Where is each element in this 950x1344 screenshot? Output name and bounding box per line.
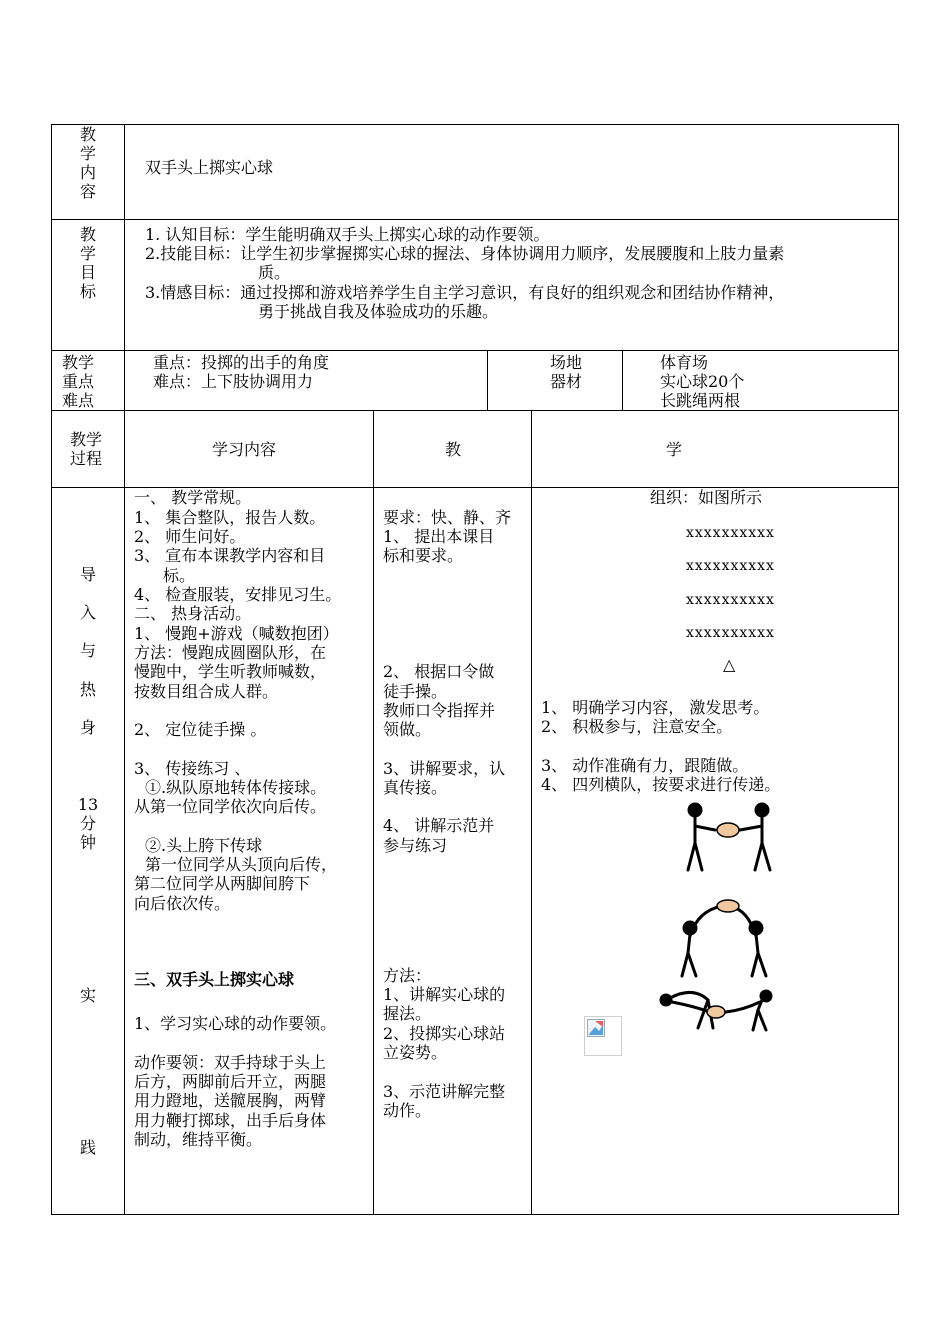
content-line: 第二位同学从两脚间胯下 — [134, 874, 311, 893]
formation-row: xxxxxxxxxx — [686, 592, 775, 608]
label-char: 教 — [79, 125, 96, 144]
teach-line: 2、投掷实心球站 — [383, 1024, 506, 1043]
row-divider — [51, 350, 899, 351]
label-line: 教学 — [62, 353, 95, 372]
goal-line-1: 1. 认知目标：学生能明确双手头上掷实心球的动作要领。 — [145, 225, 550, 244]
content-line: 4、 检查服装，安排见习生。 — [134, 585, 342, 604]
teach-learn-divider — [531, 410, 532, 1215]
label-line: 器材 — [550, 372, 583, 391]
lesson-content-text: 双手头上掷实心球 — [145, 158, 274, 177]
table-border-left — [51, 124, 52, 1215]
label-line: 难点 — [62, 391, 95, 410]
stage-char: 分 — [79, 814, 96, 833]
row-divider — [51, 219, 899, 220]
teach-line: 标和要求。 — [383, 546, 464, 565]
content-line: 向后依次传。 — [134, 894, 231, 913]
label-char: 教 — [79, 225, 96, 244]
content-line: 用力鞭打掷球，出手后身体 — [134, 1111, 327, 1130]
content-line: 2、 师生问好。 — [134, 527, 246, 546]
label-column-divider — [124, 124, 125, 1215]
venue-line: 体育场 — [660, 353, 709, 372]
content-line: 方法：慢跑成圆圈队形，在 — [134, 643, 327, 662]
broken-image-icon — [584, 1016, 622, 1056]
content-line: 制动，维持平衡。 — [134, 1130, 263, 1149]
column-header-teach: 教 — [445, 440, 462, 459]
teach-line: 要求：快、静、齐 — [383, 508, 512, 527]
label-char: 目 — [79, 263, 96, 282]
label-line: 场地 — [550, 353, 583, 372]
stage-char: 入 — [79, 603, 96, 622]
content-line: 2、 定位徒手操 。 — [134, 720, 267, 739]
content-line: 1、 集合整队，报告人数。 — [134, 508, 326, 527]
table-border-top — [51, 124, 899, 125]
row-label-key — [62, 353, 94, 410]
label-char: 学 — [79, 244, 96, 263]
teach-line: 真传接。 — [383, 778, 448, 797]
teach-line: 4、 讲解示范并 — [383, 816, 495, 835]
stage-char: 与 — [79, 641, 96, 660]
content-line: 3、 传接练习 、 — [134, 759, 251, 778]
label-line: 教学 — [70, 430, 103, 449]
figure-ball-pass-turn — [680, 798, 780, 878]
teach-line: 握法。 — [383, 1004, 432, 1023]
formation-row: xxxxxxxxxx — [686, 625, 775, 641]
goal-line-3-cont: 勇于挑战自我及体验成功的乐趣。 — [258, 302, 499, 321]
formation-row: xxxxxxxxxx — [686, 558, 775, 574]
image-placeholder-glyph — [587, 1019, 605, 1037]
learn-line: 4、 四列横队，按要求进行传递。 — [541, 775, 781, 794]
venue-label-divider — [622, 350, 623, 410]
stage-char: 践 — [79, 1138, 96, 1157]
learn-line: 1、 明确学习内容， 激发思考。 — [541, 698, 770, 717]
teach-line: 教师口令指挥并 — [383, 701, 496, 720]
teach-line: 领做。 — [383, 720, 432, 739]
teach-line: 方法： — [383, 966, 432, 985]
goal-line-2-cont: 质。 — [258, 263, 291, 282]
figure-overhead-pass — [668, 898, 778, 978]
label-line: 过程 — [70, 449, 103, 468]
content-line: 慢跑中，学生听教师喊数， — [134, 662, 327, 681]
equipment-line: 实心球20个 — [660, 372, 745, 391]
content-line: 一、 教学常规。 — [134, 488, 252, 507]
teach-line: 1、讲解实心球的 — [383, 985, 506, 1004]
section-title: 三、双手头上掷实心球 — [134, 970, 295, 989]
content-line: 第一位同学从头顶向后传， — [145, 855, 338, 874]
label-char: 内 — [79, 163, 96, 182]
teach-line: 1、 提出本课目 — [383, 527, 495, 546]
stage-char: 钟 — [79, 833, 96, 852]
key-point-text: 重点：投掷的出手的角度 — [153, 353, 330, 372]
teacher-position-marker: △ — [723, 655, 736, 674]
teach-line: 参与练习 — [383, 836, 448, 855]
learn-line: 3、 动作准确有力，跟随做。 — [541, 756, 749, 775]
learn-line: 2、 积极参与，注意安全。 — [541, 717, 733, 736]
teach-line: 立姿势。 — [383, 1043, 448, 1062]
column-header-content: 学习内容 — [212, 440, 277, 459]
equipment-line: 长跳绳两根 — [660, 391, 741, 410]
column-header-learn: 学 — [666, 440, 683, 459]
venue-equipment-list — [660, 353, 744, 410]
venue-label — [550, 353, 582, 391]
table-border-bottom — [51, 1214, 899, 1215]
teach-line: 2、 根据口令做 — [383, 662, 495, 681]
label-char: 容 — [79, 182, 96, 201]
content-line: 1、学习实心球的动作要领。 — [134, 1014, 337, 1033]
label-line: 重点 — [62, 372, 95, 391]
content-line: ①.纵队原地转体传接球。 — [145, 778, 327, 797]
formation-row: xxxxxxxxxx — [686, 525, 775, 541]
row-divider — [51, 410, 899, 411]
table-border-right — [898, 124, 899, 1215]
content-line: 从第一位同学依次向后传。 — [134, 797, 327, 816]
goal-line-3: 3.情感目标：通过投掷和游戏培养学生自主学习意识，有良好的组织观念和团结协作精神， — [145, 283, 785, 302]
content-line: ②.头上胯下传球 — [145, 836, 263, 855]
label-char: 学 — [79, 144, 96, 163]
content-line: 动作要领：双手持球于头上 — [134, 1053, 327, 1072]
teach-line: 3、示范讲解完整 — [383, 1082, 506, 1101]
key-venue-divider — [487, 350, 488, 410]
content-line: 二、 热身活动。 — [134, 604, 252, 623]
stage-char: 身 — [79, 718, 96, 737]
row-label-goals — [68, 225, 108, 301]
stage-char: 热 — [79, 680, 96, 699]
teach-line: 3、讲解要求，认 — [383, 759, 506, 778]
stage-char: 实 — [79, 986, 96, 1005]
row-label-process — [70, 430, 102, 468]
stage-char: 导 — [79, 565, 96, 584]
content-line: 按数目组合成人群。 — [134, 682, 279, 701]
row-label-content — [68, 125, 108, 201]
teach-line: 动作。 — [383, 1101, 432, 1120]
figure-leg-pass — [658, 980, 783, 1035]
content-line: 用力蹬地，送髋展胸，两臂 — [134, 1091, 327, 1110]
goal-line-2: 2.技能目标：让学生初步掌握掷实心球的握法、身体协调用力顺序，发展腰腹和上肢力量素 — [145, 244, 785, 263]
content-line: 标。 — [163, 566, 196, 585]
organization-text: 组织：如图所示 — [650, 488, 763, 507]
content-line: 后方，两脚前后开立，两腿 — [134, 1072, 327, 1091]
content-line: 1、 慢跑+游戏（喊数抱团） — [134, 624, 339, 643]
label-char: 标 — [79, 282, 96, 301]
content-teach-divider — [373, 410, 374, 1215]
stage-duration: 13 — [77, 795, 99, 814]
content-line: 3、 宣布本课教学内容和目 — [134, 546, 326, 565]
teach-line: 徒手操。 — [383, 682, 448, 701]
difficulty-text: 难点：上下肢协调用力 — [153, 372, 314, 391]
